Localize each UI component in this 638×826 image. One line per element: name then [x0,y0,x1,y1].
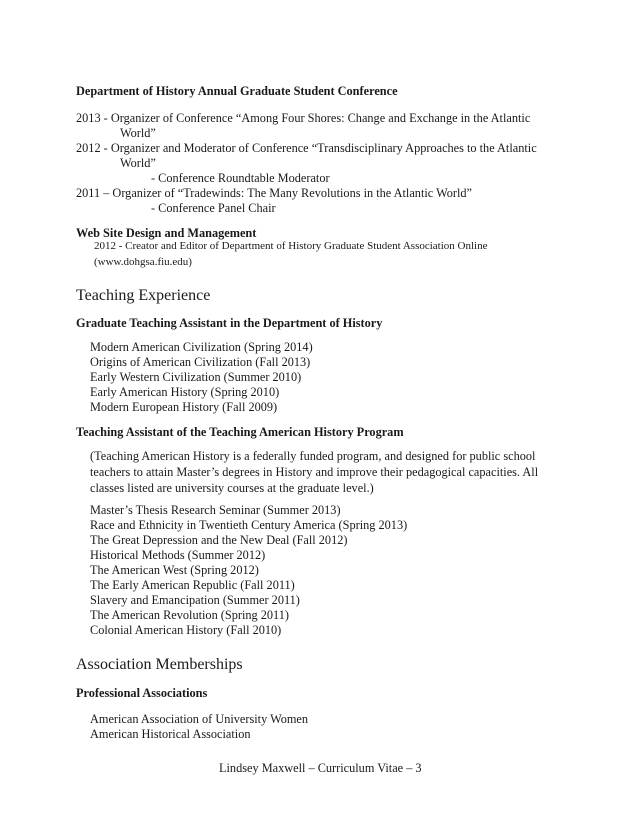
course-item: Master’s Thesis Research Seminar (Summer 2013) [90,503,341,517]
conference-line: 2011 – Organizer of “Tradewinds: The Many Revolutions in the Atlantic World” [76,186,472,200]
course-item: Race and Ethnicity in Twentieth Century America (Spring 2013) [90,518,408,532]
website-heading: Web Site Design and Management [76,226,257,240]
course-item: The American Revolution (Spring 2011) [90,608,289,622]
conference-heading: Department of History Annual Graduate Student Conference [76,84,398,98]
conference-line: 2012 - Organizer and Moderator of Conference “Transdisciplinary Approaches to the Atlantic [76,141,537,155]
course-item: The American West (Spring 2012) [90,563,259,577]
association-item: American Historical Association [90,727,251,741]
course-item: The Early American Republic (Fall 2011) [90,578,295,592]
course-item: Colonial American History (Fall 2010) [90,623,282,637]
course-item: Early American History (Spring 2010) [90,385,280,399]
course-item: Slavery and Emancipation (Summer 2011) [90,593,300,607]
course-item: The Great Depression and the New Deal (Fall 2012) [90,533,348,547]
page-footer: Lindsey Maxwell – Curriculum Vitae – 3 [219,761,422,775]
tah-description-line: (Teaching American History is a federally funded program, and designed for public school [90,449,536,463]
conference-line: World” [120,156,156,170]
website-line: 2012 - Creator and Editor of Department of History Graduate Student Association Online [94,240,488,252]
course-item: Modern American Civilization (Spring 2014) [90,340,313,354]
association-item: American Association of University Women [90,712,309,726]
conference-line: - Conference Panel Chair [151,201,276,215]
course-item: Origins of American Civilization (Fall 2013) [90,355,311,369]
conference-line: World” [120,126,156,140]
associations-title: Association Memberships [76,656,243,673]
course-item: Modern European History (Fall 2009) [90,400,278,414]
tah-description-line: classes listed are university courses at the graduate level.) [90,481,374,495]
conference-line: 2013 - Organizer of Conference “Among Four Shores: Change and Exchange in the Atlantic [76,111,531,125]
website-url: (www.dohgsa.fiu.edu) [94,256,192,268]
professional-heading: Professional Associations [76,686,208,700]
conference-line: - Conference Roundtable Moderator [151,171,330,185]
course-item: Historical Methods (Summer 2012) [90,548,266,562]
tah-heading: Teaching Assistant of the Teaching American History Program [76,425,404,439]
tah-description-line: teachers to attain Master’s degrees in History and improve their pedagogical capacities. All [90,465,539,479]
gta-heading: Graduate Teaching Assistant in the Department of History [76,316,383,330]
teaching-title: Teaching Experience [76,287,211,304]
course-item: Early Western Civilization (Summer 2010) [90,370,302,384]
